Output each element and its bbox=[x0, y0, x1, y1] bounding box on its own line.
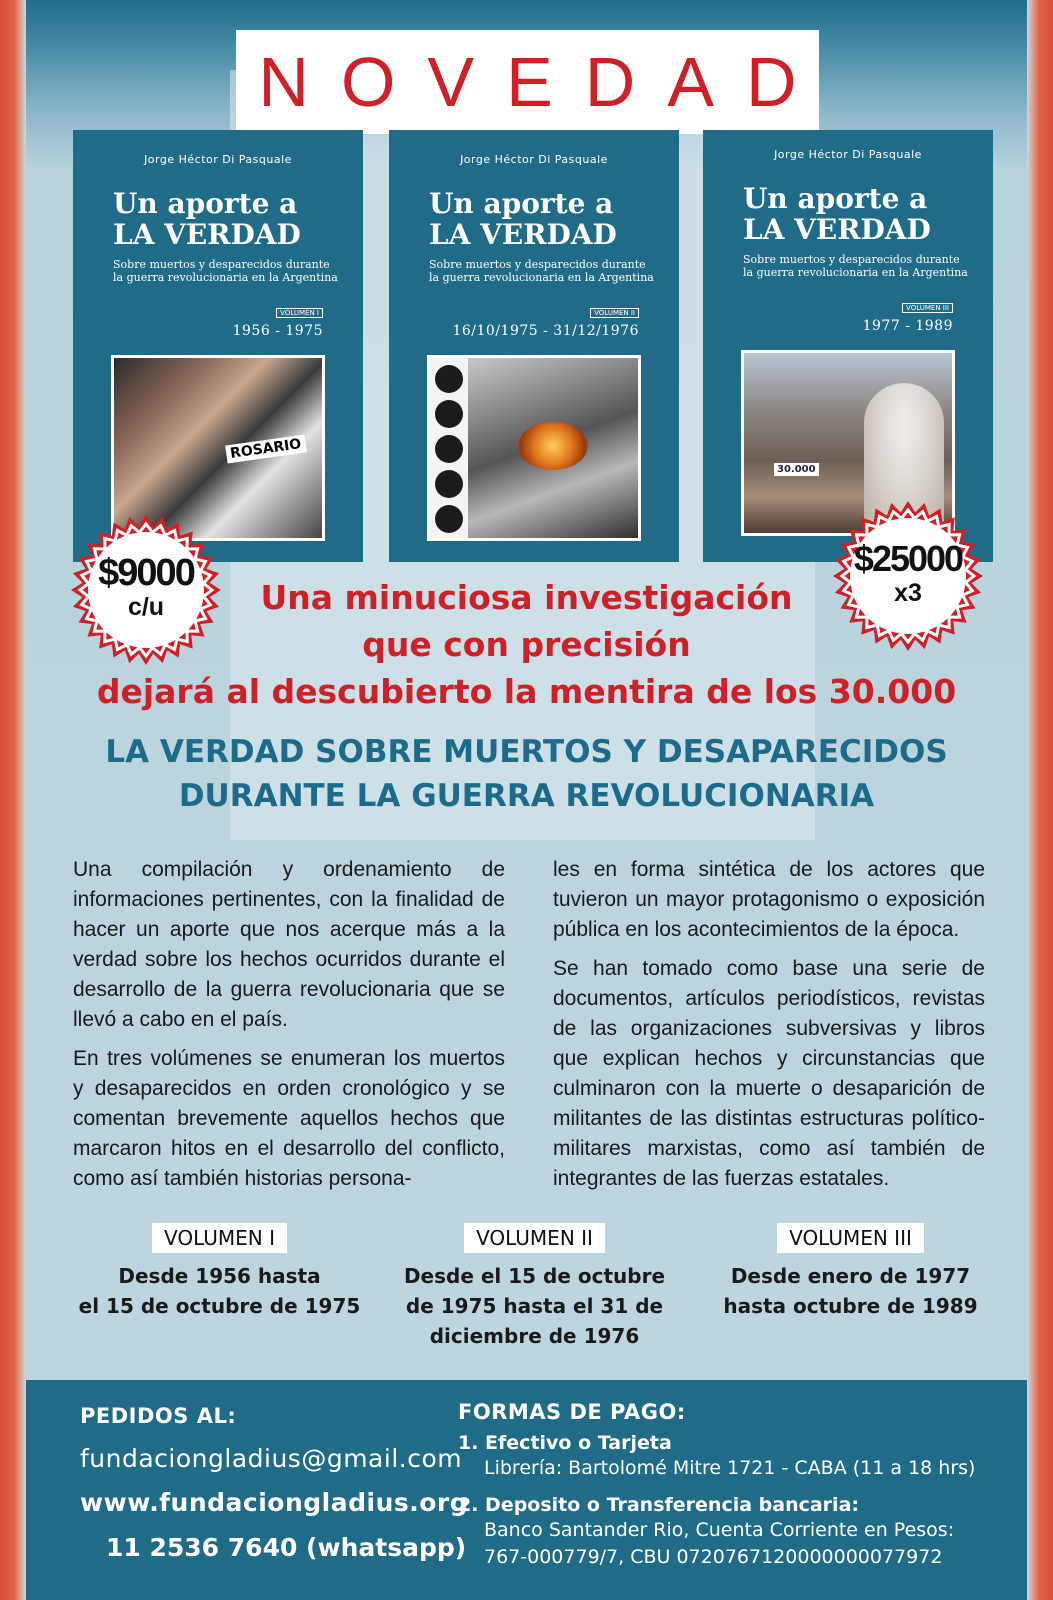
book-author: Jorge Héctor Di Pasquale bbox=[460, 153, 608, 166]
body-paragraph: Una compilación y ordenamiento de informaciones pertinentes, con la finalidad de hacer un aporte que nos acerque más a la verdad sobre los hechos ocurridos durante el desarrollo de la guerra revolucionaria que se llevó a cabo en el país. bbox=[73, 858, 505, 1031]
payment-option-detail: Banco Santander Rio, Cuenta Corriente en Pesos: bbox=[484, 1519, 955, 1541]
contact-phone[interactable]: 11 2536 7640 (whatsapp) bbox=[106, 1533, 467, 1562]
montoneros-logo-icon bbox=[435, 505, 463, 533]
payment-title: FORMAS DE PAGO: bbox=[458, 1400, 686, 1424]
book-subtitle-line2: la guerra revolucionaria en la Argentina bbox=[743, 266, 968, 279]
body-paragraph: les en forma sintética de los actores que tuvieron un mayor protagonismo o exposición pública en los acontecimientos de la época. bbox=[553, 858, 985, 941]
volume-desc-line2: hasta octubre de 1989 bbox=[723, 1294, 978, 1318]
book-cover-photo-collage bbox=[427, 355, 641, 541]
volume-desc-line1: Desde 1956 hasta bbox=[118, 1264, 321, 1288]
far-logo-icon bbox=[435, 435, 463, 463]
subheadline-line1: LA VERDAD SOBRE MUERTOS Y DESAPARECIDOS bbox=[105, 734, 948, 770]
book-title-line2: LA VERDAD bbox=[113, 218, 301, 251]
book-years: 16/10/1975 - 31/12/1976 bbox=[452, 323, 639, 339]
book-years: 1956 - 1975 bbox=[232, 323, 323, 339]
headline-line1: Una minuciosa investigación bbox=[260, 578, 793, 617]
volume-label: VOLUMEN III bbox=[777, 1223, 924, 1253]
book-title-line2: LA VERDAD bbox=[743, 213, 931, 246]
book-title-line1: Un aporte a bbox=[743, 182, 928, 215]
book-title-line2: LA VERDAD bbox=[429, 218, 617, 251]
book-subtitle bbox=[743, 253, 968, 279]
book-subtitle-line1: Sobre muertos y desparecidos durante bbox=[429, 258, 646, 271]
book-title bbox=[429, 188, 617, 250]
book-cover-volume-2 bbox=[389, 130, 679, 562]
volume-desc-line2: el 15 de octubre de 1975 bbox=[78, 1294, 361, 1318]
contact-email[interactable]: fundaciongladius@gmail.com bbox=[80, 1444, 463, 1473]
orders-title: PEDIDOS AL: bbox=[80, 1404, 237, 1428]
volume-description bbox=[377, 1261, 692, 1351]
volume-info-2 bbox=[377, 1223, 692, 1351]
price-amount: $25000 bbox=[853, 538, 963, 579]
contact-website[interactable]: www.fundaciongladius.org bbox=[80, 1488, 469, 1517]
volume-info-3 bbox=[693, 1223, 1008, 1321]
payment-option-detail: Librería: Bartolomé Mitre 1721 - CABA (11 a 18 hrs) bbox=[484, 1457, 976, 1479]
book-author: Jorge Héctor Di Pasquale bbox=[144, 153, 292, 166]
volume-label: VOLUMEN II bbox=[464, 1223, 605, 1253]
price-unit: x3 bbox=[894, 579, 922, 607]
novedad-banner bbox=[236, 30, 829, 134]
payment-option-detail: 767-000779/7, CBU 0720767120000000077972 bbox=[484, 1546, 943, 1568]
book-title bbox=[743, 183, 931, 245]
body-paragraph: En tres volúmenes se enumeran los muertos y desaparecidos en orden cronológico y se comentan brevemente aquellos hechos que marcaron hitos en el desarrollo del conflicto, como así también historias persona- bbox=[73, 1047, 505, 1190]
book-subtitle-line1: Sobre muertos y desparecidos durante bbox=[743, 253, 960, 266]
body-column-left bbox=[73, 855, 505, 1203]
volume-desc-line3: diciembre de 1976 bbox=[429, 1324, 640, 1348]
explosion-image bbox=[518, 422, 588, 470]
book-subtitle bbox=[429, 258, 654, 284]
footer bbox=[26, 1380, 1027, 1600]
headline-line3: dejará al descubierto la mentira de los 30.000 bbox=[96, 672, 957, 711]
book-title-line1: Un aporte a bbox=[113, 187, 298, 220]
payment-option-title: 1. Efectivo o Tarjeta bbox=[458, 1432, 672, 1454]
photo-sign-text: ROSARIO bbox=[225, 435, 306, 464]
volume-description bbox=[693, 1261, 1008, 1321]
headline bbox=[60, 574, 993, 715]
book-subtitle-line2: la guerra revolucionaria en la Argentina bbox=[113, 271, 338, 284]
book-volume-tag: VOLUMEN III bbox=[902, 303, 953, 313]
volume-label: VOLUMEN I bbox=[152, 1223, 287, 1253]
body-column-right bbox=[553, 855, 985, 1203]
fal-logo-icon bbox=[435, 365, 463, 393]
novedad-title: NOVEDAD bbox=[258, 43, 829, 121]
book-volume-tag: VOLUMEN II bbox=[590, 308, 639, 318]
photo-sign-text: 30.000 bbox=[774, 463, 819, 476]
volume-desc-line2: de 1975 hasta el 31 de bbox=[405, 1294, 664, 1318]
price-unit: c/u bbox=[127, 593, 165, 621]
volume-info-1 bbox=[62, 1223, 377, 1321]
price-amount: $9000 bbox=[98, 552, 194, 594]
book-cover-volume-3 bbox=[703, 130, 993, 562]
body-paragraph: Se han tomado como base una serie de documentos, artículos periodísticos, revistas de las organizaciones subversivas y libros que explican hechos y circunstancias que culminaron con la muerte o desaparición de militantes de las distintas estructuras político-militares marxistas, como así también de integrantes de las fuerzas estatales. bbox=[553, 957, 985, 1190]
payment-option-2 bbox=[458, 1494, 954, 1572]
organization-logos-strip bbox=[430, 358, 468, 538]
book-subtitle-line1: Sobre muertos y desparecidos durante bbox=[113, 258, 330, 271]
subheadline-line2: DURANTE LA GUERRA REVOLUCIONARIA bbox=[178, 778, 875, 814]
subheadline bbox=[60, 730, 993, 818]
fap-logo-icon bbox=[435, 400, 463, 428]
book-subtitle-line2: la guerra revolucionaria en la Argentina bbox=[429, 271, 654, 284]
book-cover-volume-1 bbox=[73, 130, 363, 562]
volume-desc-line1: Desde enero de 1977 bbox=[730, 1264, 971, 1288]
volume-description bbox=[62, 1261, 377, 1321]
volume-desc-line1: Desde el 15 de octubre bbox=[403, 1264, 666, 1288]
headline-line2: que con precisión bbox=[362, 625, 691, 664]
book-years: 1977 - 1989 bbox=[862, 318, 953, 334]
payment-option-1 bbox=[458, 1432, 975, 1483]
book-volume-tag: VOLUMEN I bbox=[276, 308, 323, 318]
book-author: Jorge Héctor Di Pasquale bbox=[774, 148, 922, 161]
star-logo-icon bbox=[435, 470, 463, 498]
payment-option-title: 2. Deposito o Transferencia bancaria: bbox=[458, 1494, 859, 1516]
book-title-line1: Un aporte a bbox=[429, 187, 614, 220]
book-title bbox=[113, 188, 301, 250]
book-subtitle bbox=[113, 258, 338, 284]
